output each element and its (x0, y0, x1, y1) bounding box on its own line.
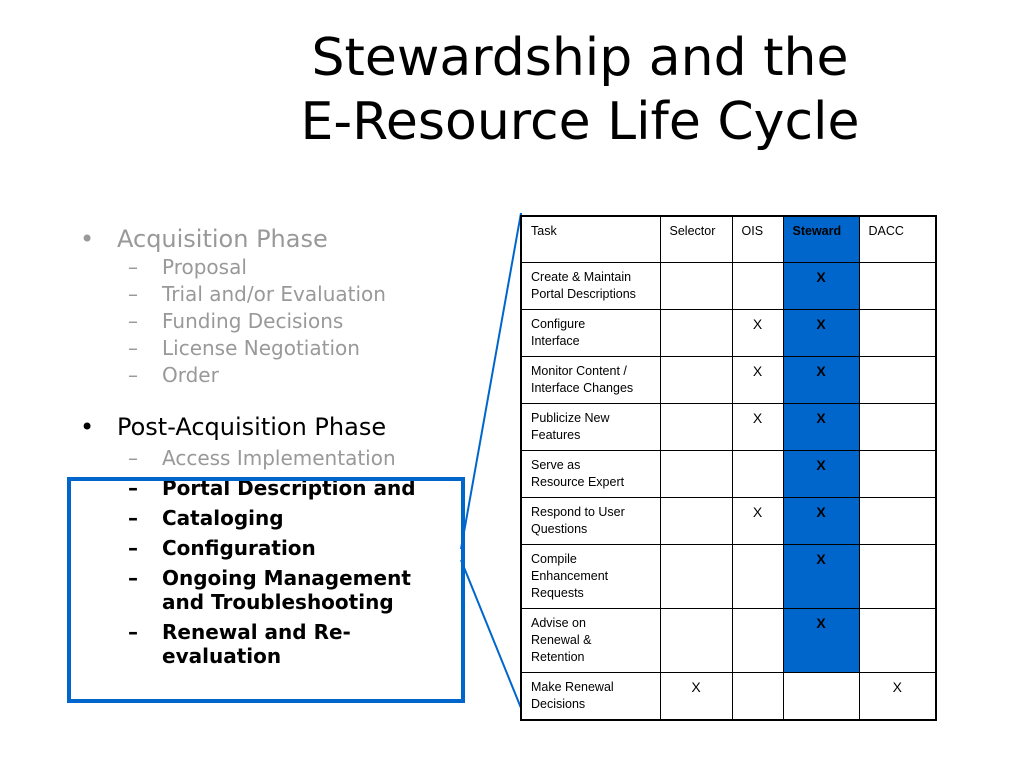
dash-icon: – (128, 476, 138, 500)
dacc-cell (859, 608, 936, 672)
dash-icon: – (128, 363, 138, 387)
sub-item-label: Configuration (162, 536, 316, 560)
sub-item-label: Cataloging (162, 506, 284, 530)
task-cell (521, 403, 660, 450)
table-row (521, 608, 936, 672)
ois-cell (732, 608, 783, 672)
sub-item-label: Proposal (162, 255, 247, 279)
task-line: Compile (531, 551, 577, 566)
task-cell (521, 497, 660, 544)
header-dacc: DACC (859, 216, 936, 262)
task-cell (521, 608, 660, 672)
task-line: Resource Expert (531, 474, 625, 489)
table-row (521, 356, 936, 403)
selector-cell (660, 544, 732, 608)
ois-cell: X (732, 309, 783, 356)
task-line: Enhancement (531, 568, 609, 583)
dacc-cell (859, 309, 936, 356)
selector-cell (660, 608, 732, 672)
dash-icon: – (128, 282, 138, 306)
sub-item-label: License Negotiation (162, 336, 360, 360)
task-line: Publicize New (531, 410, 610, 425)
dacc-cell (859, 450, 936, 497)
ois-cell (732, 450, 783, 497)
sub-item-label: Trial and/or Evaluation (162, 282, 386, 306)
task-cell (521, 356, 660, 403)
task-cell (521, 450, 660, 497)
slide-title-line-1: Stewardship and the (311, 28, 849, 88)
connector-line-bottom (461, 560, 521, 708)
task-line: Respond to User (531, 504, 625, 519)
dacc-cell (859, 356, 936, 403)
task-cell (521, 672, 660, 720)
task-line: Features (531, 427, 581, 442)
dash-icon: – (128, 336, 138, 360)
steward-cell: X (783, 608, 859, 672)
table-row (521, 309, 936, 356)
task-line: Interface (531, 333, 580, 348)
table-row (521, 450, 936, 497)
task-line: Serve as (531, 457, 581, 472)
steward-cell: X (783, 544, 859, 608)
task-line: Create & Maintain (531, 269, 632, 284)
dash-icon: – (128, 446, 138, 470)
bullet-dot-icon: • (80, 413, 95, 441)
task-line: Questions (531, 521, 588, 536)
sub-item-label: Order (162, 363, 219, 387)
dacc-cell: X (859, 672, 936, 720)
bullet-acquisition-phase (80, 224, 328, 254)
ois-cell (732, 672, 783, 720)
ois-cell: X (732, 356, 783, 403)
selector-cell (660, 403, 732, 450)
task-line: Advise on (531, 615, 586, 630)
selector-cell (660, 356, 732, 403)
table-row (521, 497, 936, 544)
steward-cell: X (783, 356, 859, 403)
header-steward: Steward (783, 216, 859, 262)
steward-cell: X (783, 450, 859, 497)
table-row (521, 544, 936, 608)
steward-cell: X (783, 309, 859, 356)
sub-item-funding (128, 308, 343, 334)
bullet-dot-icon: • (80, 225, 95, 253)
sub-item-license (128, 335, 360, 361)
task-line: Portal Descriptions (531, 286, 636, 301)
connector-line-top (461, 213, 521, 549)
table-row (521, 672, 936, 720)
table-header-row (521, 216, 936, 262)
dash-icon: – (128, 536, 138, 560)
header-selector: Selector (660, 216, 732, 262)
task-line: Monitor Content / (531, 363, 627, 378)
task-line: Interface Changes (531, 380, 634, 395)
table-row (521, 403, 936, 450)
dash-icon: – (128, 255, 138, 279)
dash-icon: – (128, 309, 138, 333)
bullet-label: Acquisition Phase (117, 225, 328, 253)
dash-icon: – (128, 620, 138, 644)
sub-item-label: Funding Decisions (162, 309, 344, 333)
steward-cell (783, 672, 859, 720)
task-line: Retention (531, 649, 585, 664)
task-line: Requests (531, 585, 584, 600)
bullet-post-acquisition-phase (80, 412, 386, 442)
selector-cell (660, 450, 732, 497)
sub-item-order (128, 362, 219, 388)
sub-item-label: Access Implementation (162, 446, 396, 470)
sub-item-trial (128, 281, 386, 307)
slide-title (230, 26, 930, 154)
selector-cell (660, 262, 732, 309)
header-ois: OIS (732, 216, 783, 262)
selector-cell: X (660, 672, 732, 720)
task-line: Renewal & (531, 632, 592, 647)
dacc-cell (859, 403, 936, 450)
task-line: Configure (531, 316, 586, 331)
dacc-cell (859, 262, 936, 309)
highlight-box (67, 477, 465, 703)
steward-cell: X (783, 497, 859, 544)
steward-cell: X (783, 403, 859, 450)
selector-cell (660, 497, 732, 544)
sub-item-label: Ongoing Management (162, 566, 411, 590)
sub-item-proposal (128, 254, 247, 280)
ois-cell: X (732, 497, 783, 544)
dash-icon: – (128, 506, 138, 530)
steward-cell: X (783, 262, 859, 309)
task-cell (521, 309, 660, 356)
sub-item-access-implementation (128, 445, 396, 471)
sub-item-label: and Troubleshooting (162, 590, 394, 614)
ois-cell (732, 262, 783, 309)
dash-icon: – (128, 566, 138, 590)
dacc-cell (859, 497, 936, 544)
task-cell (521, 544, 660, 608)
dacc-cell (859, 544, 936, 608)
task-cell (521, 262, 660, 309)
slide-title-line-2: E-Resource Life Cycle (300, 92, 860, 152)
bullet-label: Post-Acquisition Phase (117, 413, 387, 441)
task-line: Make Renewal (531, 679, 614, 694)
stewardship-matrix-table (520, 215, 937, 721)
ois-cell (732, 544, 783, 608)
table-row (521, 262, 936, 309)
sub-item-label: Renewal and Re- (162, 620, 351, 644)
sub-item-label: evaluation (162, 644, 282, 668)
selector-cell (660, 309, 732, 356)
task-line: Decisions (531, 696, 586, 711)
header-task: Task (521, 216, 660, 262)
ois-cell: X (732, 403, 783, 450)
sub-item-label: Portal Description and (162, 476, 416, 500)
